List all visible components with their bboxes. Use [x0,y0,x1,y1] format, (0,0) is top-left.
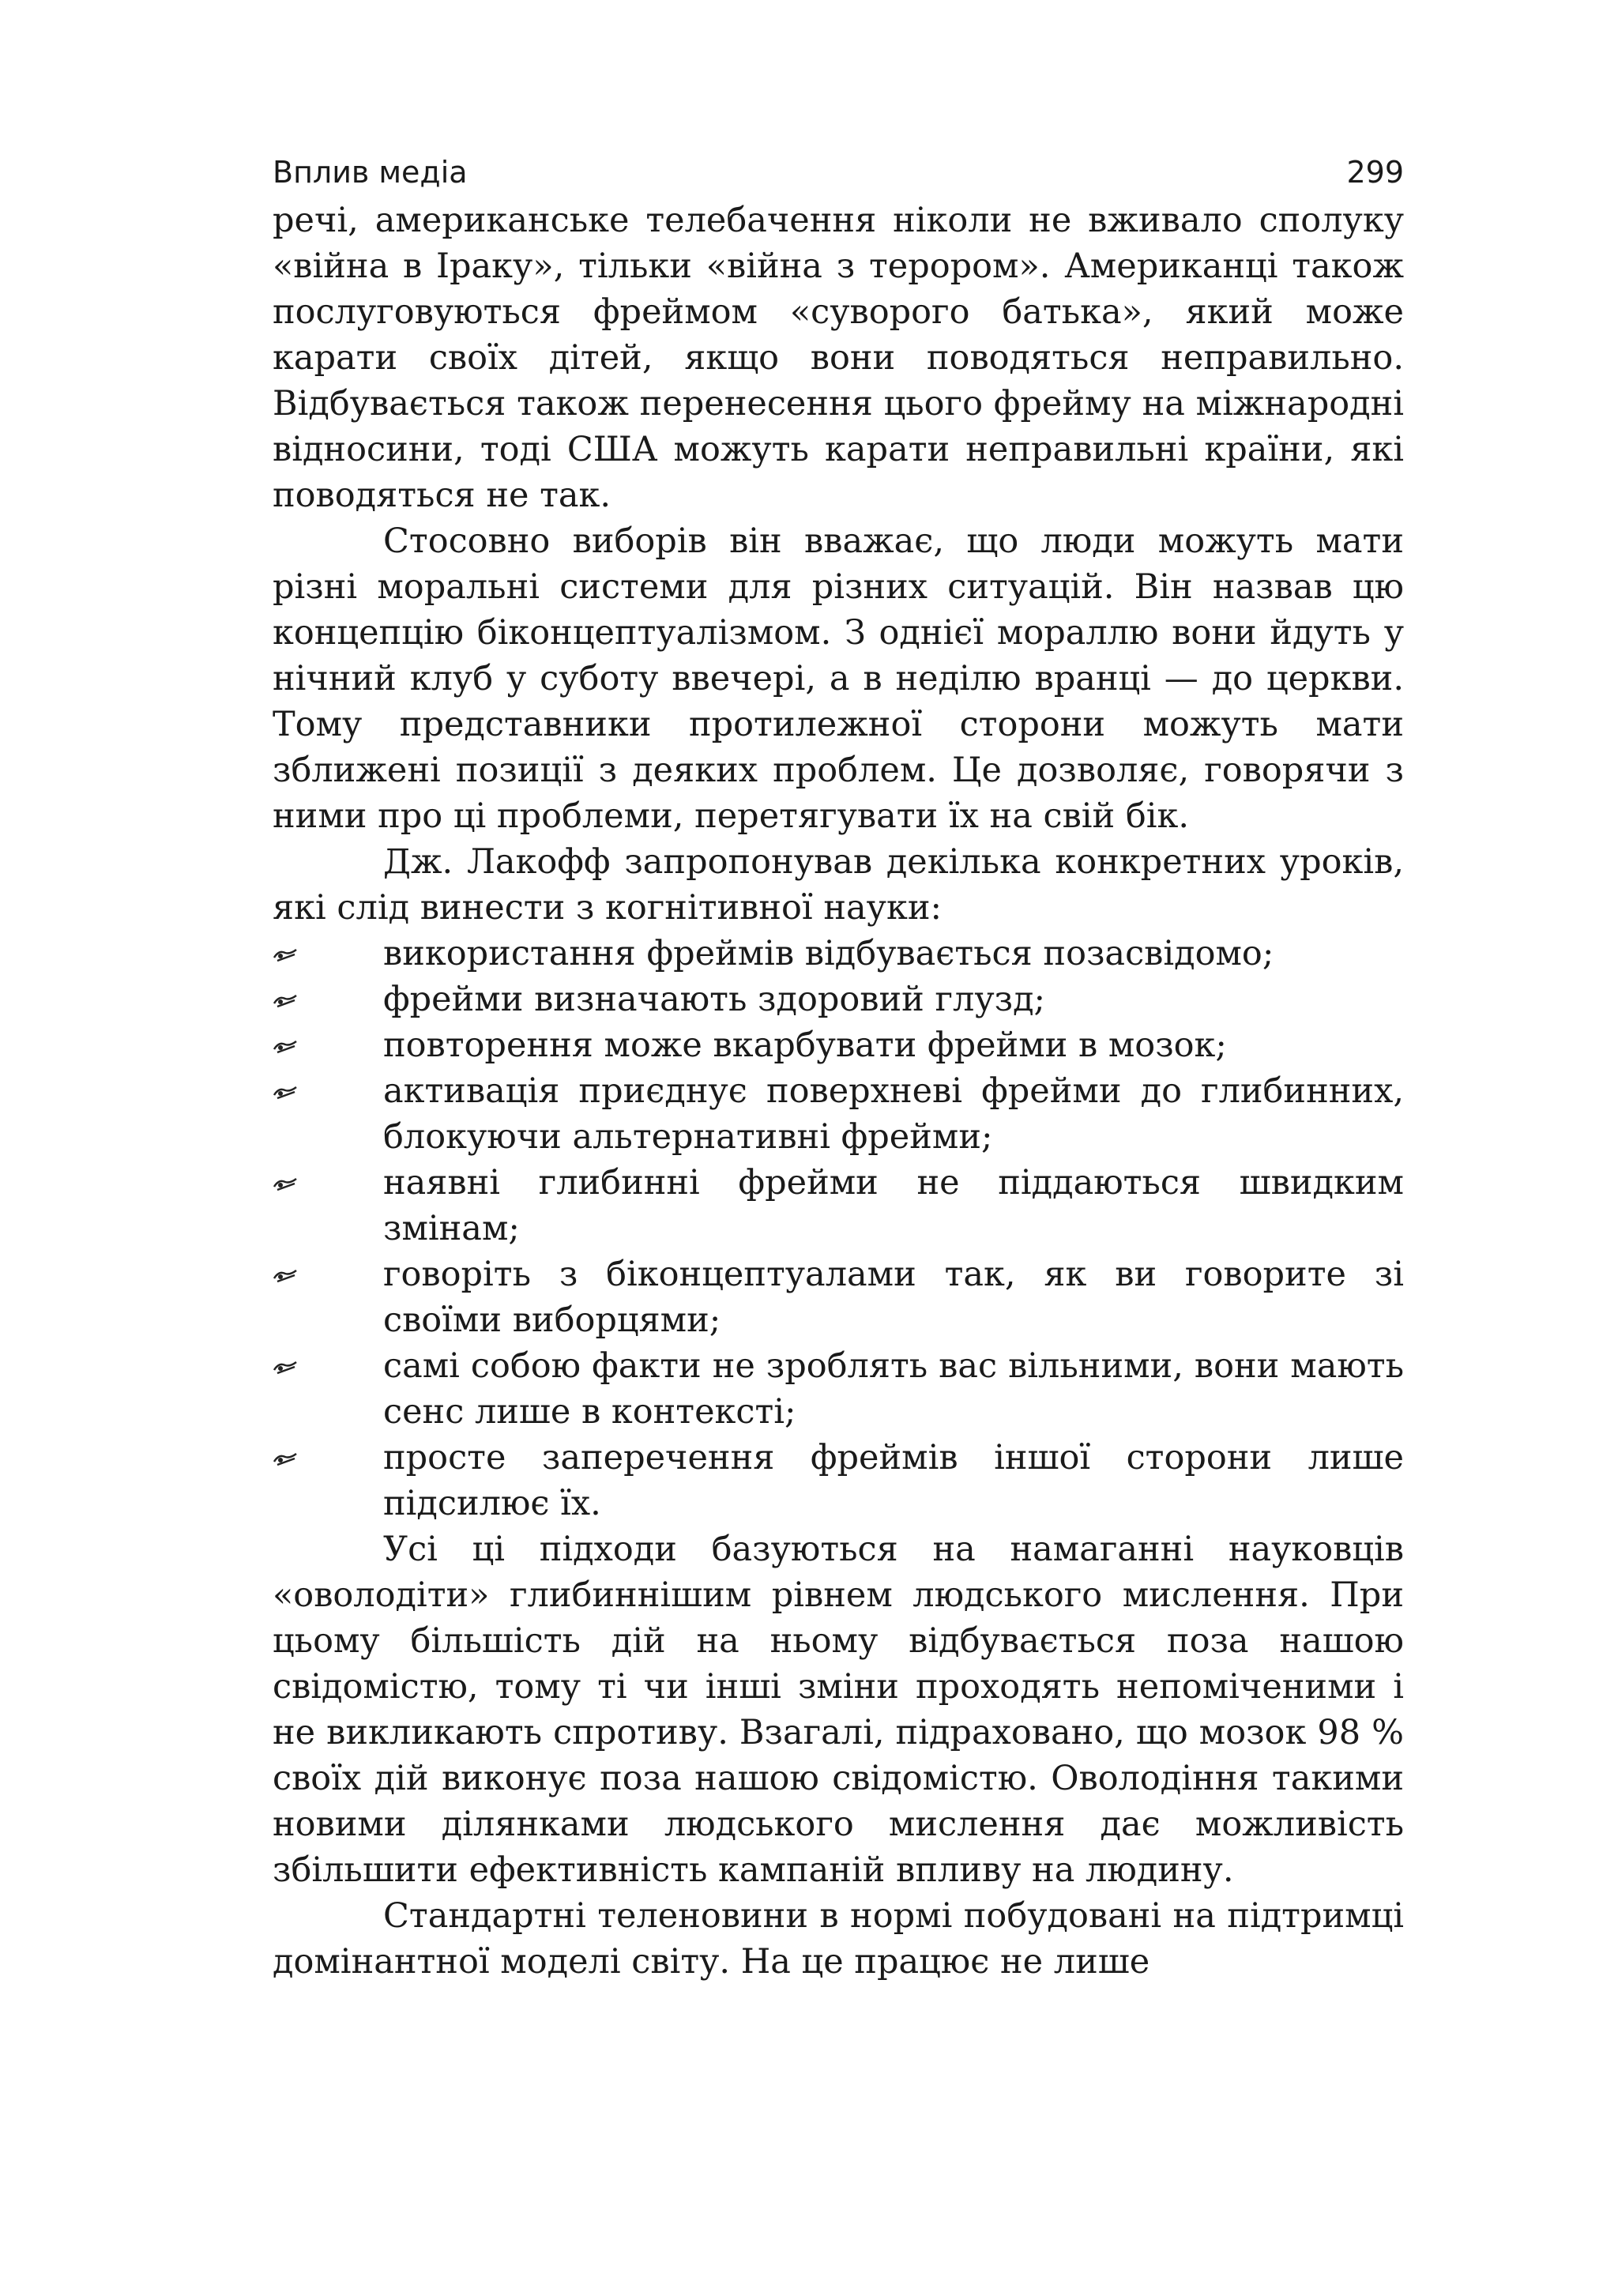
hand-writing-bullet-icon [273,1038,299,1056]
hand-writing-bullet-icon [273,947,299,964]
hand-writing-bullet-icon [273,992,299,1010]
paragraph-lakoff-lessons: Дж. Лакофф запропонував декілька конкретних уроків, які слід винести з когнітивної науки: [273,842,1404,928]
list-item [273,1435,1404,1526]
list-item-text: активація приєднує поверхневі фрейми до глибинних, блокуючи альтернативні фрейми; [383,1071,1404,1157]
hand-writing-bullet-icon [273,1359,299,1376]
hand-writing-bullet-icon [273,1451,299,1468]
paragraph-approaches: Усі ці підходи базуються на намаганні науковців «оволодіти» глибиннішим рівнем людського мислення. При цьому більшість дій на ньому відбувається поза нашою свідомістю, тому ті чи інші зміни проходять непоміченими і не викликають спротиву. Взагалі, підраховано, що мозок 98 % своїх дій виконує поза нашою свідомістю. Оволодіння такими новими ділянками людського мислення дає можливість збільшити ефективність кампаній впливу на людину. [273,1530,1404,1890]
list-item [273,931,1404,977]
list-item [273,1343,1404,1435]
running-header [273,149,1404,196]
hand-writing-bullet-icon [273,1084,299,1101]
paragraph-elections: Стосовно виборів він вважає, що люди можуть мати різні моральні системи для різних ситуацій. Він назвав цю концепцію біконцептуалізмом. З однієї мораллю вони йдуть у нічний клуб у суботу ввечері, а в неділю вранці — до церкви. Тому представники протилежної сторони можуть мати зближені позиції з деяких проблем. Це дозволяє, говорячи з ними про ці проблеми, перетягувати їх на свій бік. [273,521,1404,836]
paragraph-continued: речі, американське телебачення ніколи не вживало сполуку «війна в Іраку», тільки «війна з терором». Американці також послуговуються фреймом «суворого батька», який може карати своїх дітей, якщо вони поводяться неправильно. Відбувається також перенесення цього фрейму на міжнародні відносини, тоді США можуть карати неправильні країни, які поводяться не так. [273,201,1404,515]
hand-writing-bullet-icon [273,1176,299,1193]
hand-writing-bullet-icon [273,1267,299,1285]
list-item [273,977,1404,1022]
list-item [273,1252,1404,1343]
list-item-text: фрейми визначають здоровий глузд; [383,980,1046,1019]
lessons-list [273,931,1404,1526]
running-title: Вплив медіа [273,155,468,190]
list-item [273,1068,1404,1160]
list-item [273,1160,1404,1252]
paragraph-tv-news: Стандартні теленовини в нормі побудовані на підтримці домінантної моделі світу. На це працює не лише [273,1896,1404,1982]
list-item-text: наявні глибинні фрейми не піддаються швидким змінам; [383,1163,1404,1248]
list-item [273,1022,1404,1068]
book-page [273,149,1404,1985]
list-item-text: повторення може вкарбувати фрейми в мозок; [383,1026,1227,1065]
page-number: 299 [1346,155,1404,190]
list-item-text: самі собою факти не зроблять вас вільними, вони мають сенс лише в контексті; [383,1346,1404,1432]
list-item-text: говоріть з біконцептуалами так, як ви говорите зі своїми виборцями; [383,1255,1404,1340]
list-item-text: використання фреймів відбувається позасвідомо; [383,934,1274,973]
list-item-text: просте заперечення фреймів іншої сторони лише підсилює їх. [383,1438,1404,1523]
body-text [273,198,1404,1985]
